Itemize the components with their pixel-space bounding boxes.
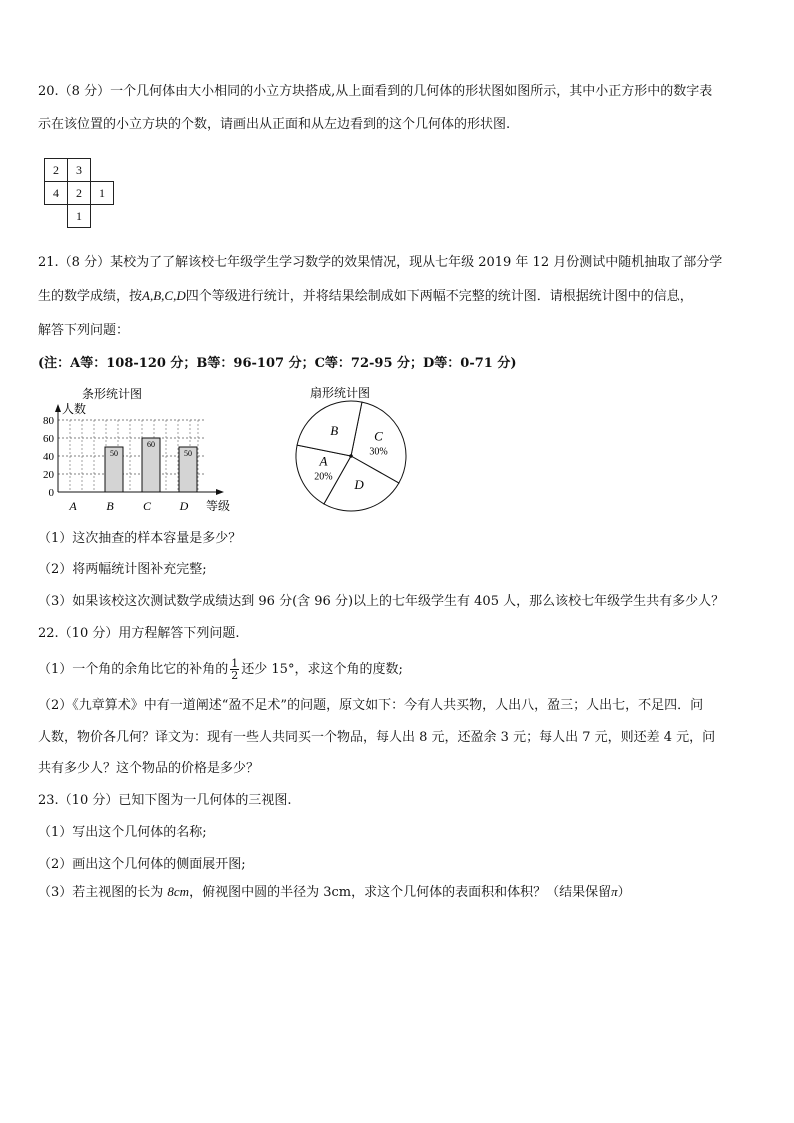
q21-sub3: （3）如果该校这次测试数学成绩达到 96 分(含 96 分)以上的七年级学生有 405 人，那么该校七年级学生共有多少人？	[38, 594, 725, 609]
grid-cell: 2	[44, 158, 68, 182]
q21-sub2: （2）将两幅统计图补充完整;	[38, 562, 207, 577]
q20-text-line1: 20.（8 分）一个几何体由大小相同的小立方块搭成,从上面看到的几何体的形状图如图所示，其中小正方形中的数字表	[38, 84, 713, 99]
q23-sub3-part3: ）	[617, 885, 631, 900]
y-tick-label: 0	[48, 487, 54, 499]
q23-sub3	[38, 883, 631, 902]
q21-line2-part2: 四个等级进行统计，并将结果绘制成如下两幅不完整的统计图．请根据统计图中的信息，	[185, 289, 693, 304]
bar-value-label: 50	[184, 449, 192, 458]
q23-sub3-part1: （3）若主视图的长为	[38, 885, 168, 900]
fraction-numerator: 1	[231, 657, 239, 670]
pie-chart-title: 扇形统计图	[310, 386, 371, 400]
q23-sub2: （2）画出这个几何体的侧面展开图;	[38, 857, 246, 872]
q20-text-line2: 示在该位置的小立方块的个数，请画出从正面和从左边看到的这个几何体的形状图.	[38, 117, 511, 132]
y-tick-label: 20	[43, 469, 54, 481]
q22-sub2-line3: 共有多少人？这个物品的价格是多少？	[38, 761, 260, 776]
q21-sub1: （1）这次抽查的样本容量是多少？	[38, 531, 242, 546]
top-view-grid	[44, 155, 124, 231]
q22-sub1	[38, 658, 403, 681]
bar-chart	[36, 384, 266, 516]
pie-slice-label: B	[330, 422, 339, 438]
bar-value-label: 60	[147, 440, 155, 449]
y-tick-label: 80	[43, 415, 54, 427]
grid-cell: 4	[44, 181, 68, 205]
q23-text-line1: 23.（10 分）已知下图为一几何体的三视图.	[38, 793, 292, 808]
pie-chart	[290, 384, 412, 514]
pie-percent-label: 20%	[314, 471, 333, 483]
grid-cell: 2	[67, 181, 91, 205]
grid-cell: 1	[90, 181, 114, 205]
bar-value-label: 50	[110, 449, 118, 458]
bar-chart-xlabel: 等级	[206, 499, 231, 513]
grid-cell: 3	[67, 158, 91, 182]
pie-chart-slices	[296, 401, 406, 511]
q21-text-line2	[38, 287, 693, 306]
pie-center-dot	[349, 454, 353, 458]
fraction-one-half	[230, 658, 239, 681]
q22-sub1-part2: 还少 15°，求这个角的度数;	[241, 662, 403, 677]
q23-sub3-part2: ，俯视图中圆的半径为 3cm，求这个几何体的表面积和体积？（结果保留	[189, 885, 612, 900]
q22-sub2-line1: （2）《九章算术》中有一道阐述“盈不足术”的问题，原文如下：今有人共买物，人出八，盈三；人出七，不足四．问	[38, 698, 704, 713]
y-tick-label: 60	[43, 433, 54, 445]
bar-chart-title: 条形统计图	[82, 387, 143, 401]
q21-line2-part1: 生的数学成绩，按	[38, 289, 143, 304]
q22-sub2-line2: 人数，物价各几何？译文为：现有一些人共同买一个物品，每人出 8 元，还盈余 3 元；每人出 7 元，则还差 4 元，问	[38, 730, 716, 745]
pie-slice-label: A	[319, 453, 328, 469]
pi-symbol: π	[611, 884, 618, 899]
q23-length-value: 8cm	[167, 884, 190, 899]
fraction-denominator: 2	[231, 669, 239, 682]
q21-text-line3: 解答下列问题：	[38, 323, 130, 338]
x-tick-label: C	[142, 499, 152, 513]
q21-text-line1: 21.（8 分）某校为了了解该校七年级学生学习数学的效果情况，现从七年级 2019 年 12 月份测试中随机抽取了部分学	[38, 255, 723, 270]
q23-sub1: （1）写出这个几何体的名称;	[38, 825, 207, 840]
q21-note: (注：A等：108-120 分；B等：96-107 分；C等：72-95 分；D等：0-71 分)	[38, 356, 517, 371]
pie-percent-label: 30%	[369, 446, 388, 458]
bar-chart-ylabel: 人数	[62, 402, 87, 416]
x-tick-label: D	[179, 499, 189, 513]
pie-slice-label: C	[374, 428, 383, 444]
pie-slice-label: D	[354, 477, 364, 493]
q22-text-line1: 22.（10 分）用方程解答下列问题.	[38, 626, 240, 641]
x-tick-label: A	[69, 499, 77, 513]
y-tick-label: 40	[43, 451, 54, 463]
grid-cell: 1	[67, 204, 91, 228]
x-tick-label: B	[106, 499, 114, 513]
q21-grade-letters: A,B,C,D	[142, 288, 186, 303]
q22-sub1-part1: （1）一个角的余角比它的补角的	[38, 662, 229, 677]
